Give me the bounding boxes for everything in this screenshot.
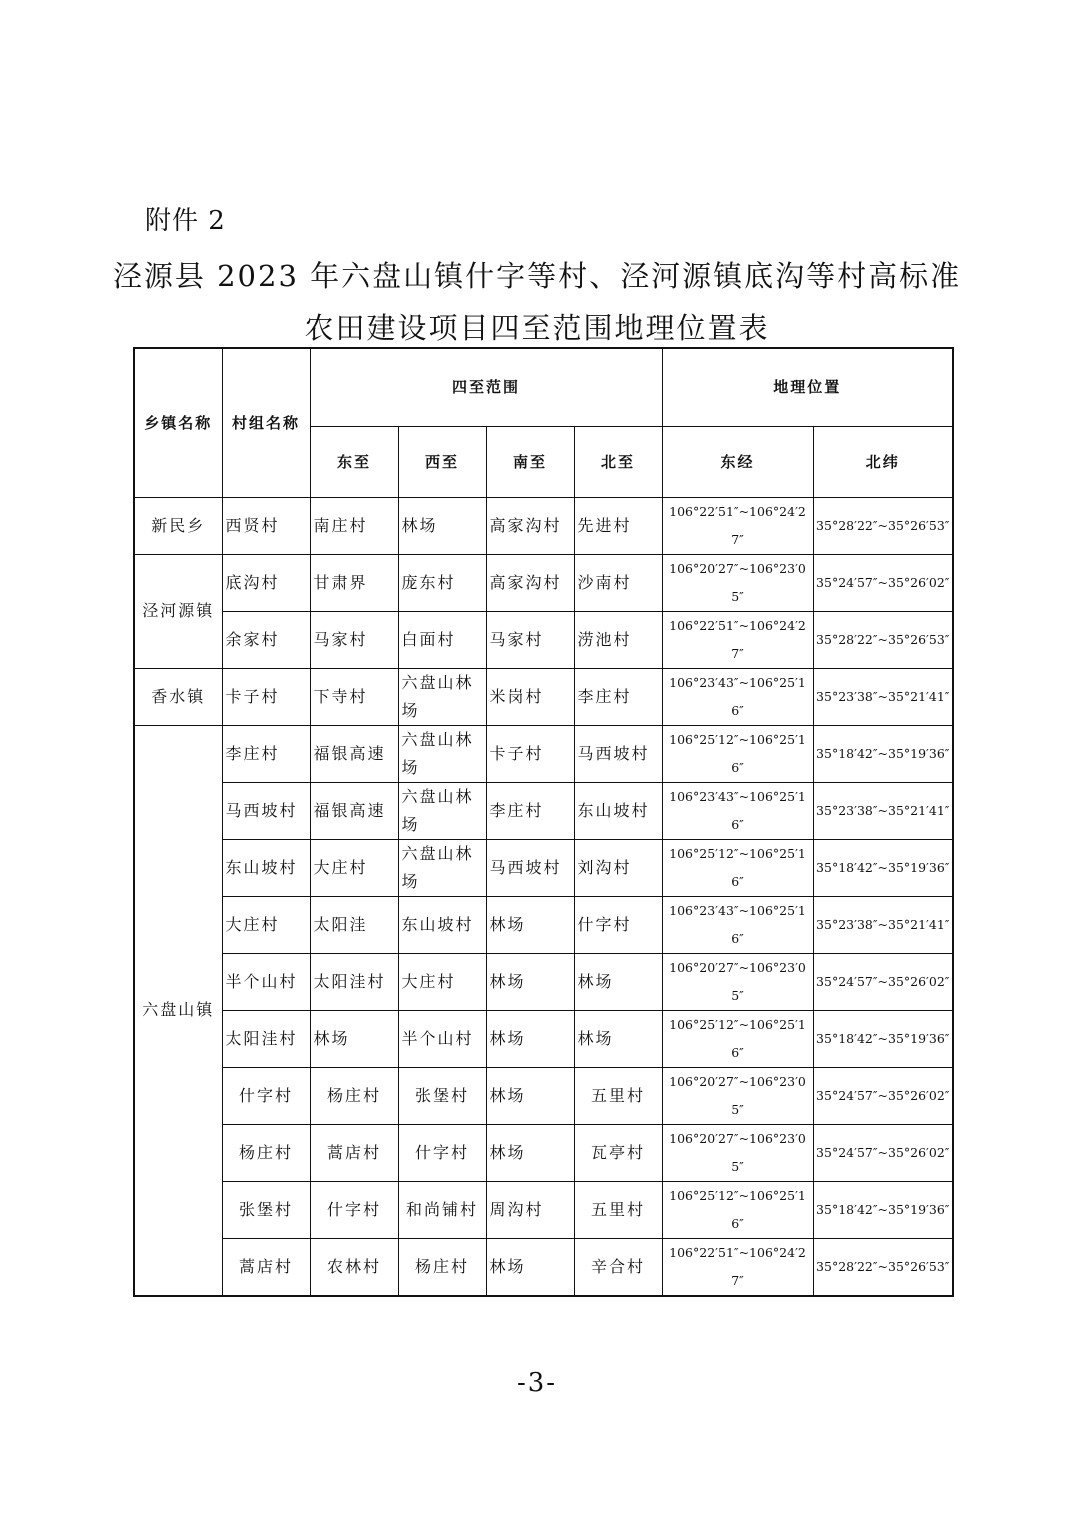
- latitude-cell: 35°24′57″~35°26′02″: [813, 1067, 953, 1124]
- west-cell: 六盘山林场: [398, 782, 486, 839]
- longitude-cell: 106°22′51″~106°24′27″: [662, 1238, 813, 1296]
- town-cell: 六盘山镇: [134, 725, 222, 1296]
- page-number: -3-: [516, 1368, 558, 1398]
- north-cell: 涝池村: [574, 611, 662, 668]
- table-row: [134, 1010, 953, 1067]
- header-longitude: 东经: [662, 426, 813, 497]
- south-cell: 林场: [486, 1238, 574, 1296]
- longitude-cell: 106°23′43″~106°25′16″: [662, 896, 813, 953]
- longitude-cell: 106°25′12″~106°25′16″: [662, 1181, 813, 1238]
- table-row: [134, 725, 953, 782]
- east-cell: 福银高速: [310, 782, 398, 839]
- village-cell: 半个山村: [222, 953, 310, 1010]
- village-cell: 西贤村: [222, 497, 310, 554]
- north-cell: 李庄村: [574, 668, 662, 725]
- latitude-cell: 35°23′38″~35°21′41″: [813, 668, 953, 725]
- village-cell: 张堡村: [222, 1181, 310, 1238]
- latitude-cell: 35°28′22″~35°26′53″: [813, 1238, 953, 1296]
- south-cell: 林场: [486, 1124, 574, 1181]
- header-east: 东至: [310, 426, 398, 497]
- longitude-cell: 106°23′43″~106°25′16″: [662, 668, 813, 725]
- header-south: 南至: [486, 426, 574, 497]
- east-cell: 林场: [310, 1010, 398, 1067]
- west-cell: 六盘山林场: [398, 839, 486, 896]
- header-town: 乡镇名称: [134, 348, 222, 497]
- north-cell: 先进村: [574, 497, 662, 554]
- longitude-cell: 106°25′12″~106°25′16″: [662, 1010, 813, 1067]
- east-cell: 下寺村: [310, 668, 398, 725]
- latitude-cell: 35°28′22″~35°26′53″: [813, 611, 953, 668]
- south-cell: 卡子村: [486, 725, 574, 782]
- table-row: [134, 1238, 953, 1296]
- east-cell: 大庄村: [310, 839, 398, 896]
- north-cell: 五里村: [574, 1181, 662, 1238]
- east-cell: 杨庄村: [310, 1067, 398, 1124]
- table-row: [134, 1181, 953, 1238]
- table-row: [134, 782, 953, 839]
- latitude-cell: 35°18′42″~35°19′36″: [813, 725, 953, 782]
- latitude-cell: 35°18′42″~35°19′36″: [813, 1010, 953, 1067]
- south-cell: 李庄村: [486, 782, 574, 839]
- east-cell: 太阳洼村: [310, 953, 398, 1010]
- east-cell: 马家村: [310, 611, 398, 668]
- header-latitude: 北纬: [813, 426, 953, 497]
- south-cell: 林场: [486, 1010, 574, 1067]
- north-cell: 五里村: [574, 1067, 662, 1124]
- latitude-cell: 35°24′57″~35°26′02″: [813, 1124, 953, 1181]
- north-cell: 瓦亭村: [574, 1124, 662, 1181]
- latitude-cell: 35°18′42″~35°19′36″: [813, 1181, 953, 1238]
- south-cell: 周沟村: [486, 1181, 574, 1238]
- header-village: 村组名称: [222, 348, 310, 497]
- latitude-cell: 35°18′42″~35°19′36″: [813, 839, 953, 896]
- south-cell: 林场: [486, 953, 574, 1010]
- east-cell: 蒿店村: [310, 1124, 398, 1181]
- east-cell: 什字村: [310, 1181, 398, 1238]
- longitude-cell: 106°22′51″~106°24′27″: [662, 497, 813, 554]
- south-cell: 马西坡村: [486, 839, 574, 896]
- village-cell: 什字村: [222, 1067, 310, 1124]
- north-cell: 刘沟村: [574, 839, 662, 896]
- south-cell: 林场: [486, 1067, 574, 1124]
- header-west: 西至: [398, 426, 486, 497]
- village-cell: 马西坡村: [222, 782, 310, 839]
- west-cell: 杨庄村: [398, 1238, 486, 1296]
- north-cell: 林场: [574, 1010, 662, 1067]
- longitude-cell: 106°22′51″~106°24′27″: [662, 611, 813, 668]
- west-cell: 大庄村: [398, 953, 486, 1010]
- table-row: [134, 554, 953, 611]
- town-cell: 香水镇: [134, 668, 222, 725]
- village-cell: 卡子村: [222, 668, 310, 725]
- east-cell: 农林村: [310, 1238, 398, 1296]
- village-cell: 东山坡村: [222, 839, 310, 896]
- village-cell: 李庄村: [222, 725, 310, 782]
- longitude-cell: 106°23′43″~106°25′16″: [662, 782, 813, 839]
- latitude-cell: 35°24′57″~35°26′02″: [813, 953, 953, 1010]
- table-row: [134, 611, 953, 668]
- town-cell: 泾河源镇: [134, 554, 222, 668]
- village-cell: 太阳洼村: [222, 1010, 310, 1067]
- longitude-cell: 106°20′27″~106°23′05″: [662, 554, 813, 611]
- west-cell: 张堡村: [398, 1067, 486, 1124]
- header-four-bounds: 四至范围: [310, 348, 662, 426]
- west-cell: 林场: [398, 497, 486, 554]
- north-cell: 辛合村: [574, 1238, 662, 1296]
- north-cell: 林场: [574, 953, 662, 1010]
- west-cell: 六盘山林场: [398, 725, 486, 782]
- header-north: 北至: [574, 426, 662, 497]
- east-cell: 甘肃界: [310, 554, 398, 611]
- latitude-cell: 35°23′38″~35°21′41″: [813, 896, 953, 953]
- header-geo-location: 地理位置: [662, 348, 953, 426]
- village-cell: 杨庄村: [222, 1124, 310, 1181]
- village-cell: 大庄村: [222, 896, 310, 953]
- village-cell: 底沟村: [222, 554, 310, 611]
- longitude-cell: 106°20′27″~106°23′05″: [662, 1124, 813, 1181]
- west-cell: 白面村: [398, 611, 486, 668]
- north-cell: 沙南村: [574, 554, 662, 611]
- table-row: [134, 839, 953, 896]
- longitude-cell: 106°20′27″~106°23′05″: [662, 953, 813, 1010]
- table-row: [134, 1124, 953, 1181]
- village-cell: 蒿店村: [222, 1238, 310, 1296]
- boundary-location-table: [133, 347, 954, 1297]
- north-cell: 东山坡村: [574, 782, 662, 839]
- east-cell: 太阳洼: [310, 896, 398, 953]
- east-cell: 福银高速: [310, 725, 398, 782]
- table-row: [134, 497, 953, 554]
- table-row: [134, 668, 953, 725]
- longitude-cell: 106°25′12″~106°25′16″: [662, 839, 813, 896]
- table-row: [134, 953, 953, 1010]
- south-cell: 米岗村: [486, 668, 574, 725]
- village-cell: 余家村: [222, 611, 310, 668]
- longitude-cell: 106°25′12″~106°25′16″: [662, 725, 813, 782]
- south-cell: 高家沟村: [486, 497, 574, 554]
- latitude-cell: 35°28′22″~35°26′53″: [813, 497, 953, 554]
- west-cell: 什字村: [398, 1124, 486, 1181]
- west-cell: 庞东村: [398, 554, 486, 611]
- north-cell: 马西坡村: [574, 725, 662, 782]
- longitude-cell: 106°20′27″~106°23′05″: [662, 1067, 813, 1124]
- page-title-line-1: 泾源县 2023 年六盘山镇什字等村、泾河源镇底沟等村高标准: [112, 259, 962, 293]
- south-cell: 马家村: [486, 611, 574, 668]
- south-cell: 高家沟村: [486, 554, 574, 611]
- latitude-cell: 35°24′57″~35°26′02″: [813, 554, 953, 611]
- south-cell: 林场: [486, 896, 574, 953]
- east-cell: 南庄村: [310, 497, 398, 554]
- north-cell: 什字村: [574, 896, 662, 953]
- town-cell: 新民乡: [134, 497, 222, 554]
- page-title-line-2: 农田建设项目四至范围地理位置表: [304, 311, 770, 345]
- table-row: [134, 896, 953, 953]
- latitude-cell: 35°23′38″~35°21′41″: [813, 782, 953, 839]
- table-row: [134, 1067, 953, 1124]
- west-cell: 六盘山林场: [398, 668, 486, 725]
- west-cell: 半个山村: [398, 1010, 486, 1067]
- west-cell: 东山坡村: [398, 896, 486, 953]
- attachment-label: 附件 2: [145, 206, 226, 236]
- west-cell: 和尚铺村: [398, 1181, 486, 1238]
